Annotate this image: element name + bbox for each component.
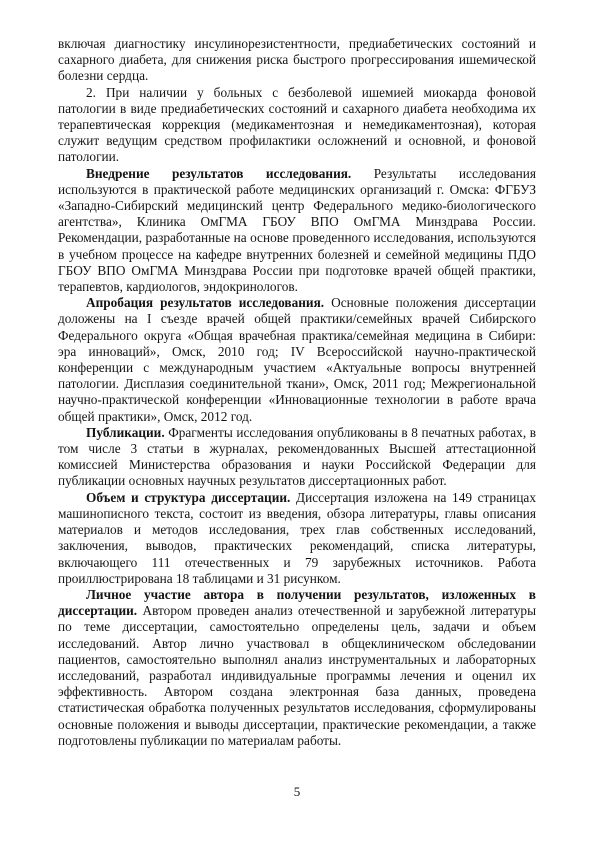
paragraph-text: 2. При наличии у больных с безболевой ишемией миокарда фоновой патологии в виде предиабетических состояний и сахарного диабета необходима их терапевтическая коррекция (медикаментозная и немедикаментозная), которая служит ведущим средством профилактики осложнений и основной, и фоновой патологии. [58, 84, 536, 165]
document-page [58, 36, 536, 749]
paragraph-structure [58, 490, 536, 587]
paragraph-text: Результаты исследования используются в практической работе медицинских организаций г. Омска: ФГБУЗ «Западно-Сибирский медицинский центр Федерального медико-биологического агентства», Клиника ОмГМА ГБОУ ВПО ОмГМА Минздрава России. Рекомендации, разработанные на основе проведенного исследования, используются в учебном процессе на кафедре внутренних болезней и семейной медицины ПДО ГБОУ ВПО ОмГМА Минздрава России при подготовке врачей общей практики, терапевтов, кардиологов, эндокринологов. [58, 165, 536, 295]
paragraph-text: Диссертация изложена на 149 страницах машинописного текста, состоит из введения, обзора литературы, главы описания материалов и методов исследования, трех глав собственных исследований, заключения, выводов, практических рекомендаций, списка литературы, включающего 111 отечественных и 79 зарубежных источников. Работа проиллюстрирована 18 таблицами и 31 рисунком. [58, 489, 536, 586]
paragraph-text: включая диагностику инсулинорезистентности, предиабетических состояний и сахарного диабета, для снижения риска быстрого прогрессирования ишемической болезни сердца. [58, 36, 536, 84]
paragraph-text: Автором проведен анализ отечественной и зарубежной литературы по теме диссертации, самостоятельно определены цель, задачи и объем исследований. Автор лично участвовал в общеклиническом обследовании пациентов, самостоятельно выполнял анализ инструментальных и лабораторных исследований, разработал индивидуальные программы лечения и оценил их эффективность. Автором создана электронная база данных, проведена статистическая обработка полученных результатов исследования, сформулированы основные положения и выводы диссертации, практические рекомендации, а также подготовлены публикации по материалам работы. [58, 603, 536, 748]
paragraph-intro-continuation [58, 36, 536, 85]
paragraph-approbation [58, 295, 536, 425]
paragraph-heading: Объем и структура диссертации. [86, 489, 291, 505]
paragraph-implementation [58, 166, 536, 296]
paragraph-text: Фрагменты исследования опубликованы в 8 печатных работах, в том числе 3 статьи в журналах, рекомендованных Высшей аттестационной комиссией Министерства образования и науки Российской Федерации для публикации основных научных результатов диссертационных работ. [58, 424, 536, 489]
paragraph-text: Основные положения диссертации доложены на I съезде врачей общей практики/семейных врачей Сибирского Федерального округа «Общая врачебная практика/семейная медицина в Сибири: эра инноваций», Омск, 2010 год; IV Всероссийской научно-практической конференции с международным участием «Актуальные вопросы внутренней патологии. Дисплазия соединительной ткани», Омск, 2011 год; Межрегиональной научно-практической конференции «Инновационные технологии в работе врача общей практики», Омск, 2012 год. [58, 295, 536, 424]
paragraph-conclusion-2 [58, 85, 536, 166]
paragraph-heading: Личное участие автора в получении результатов, изложенных в диссертации. [58, 586, 536, 619]
paragraph-author-contribution [58, 587, 536, 749]
page-number: 5 [293, 784, 301, 799]
paragraph-heading: Апробация результатов исследования. [86, 295, 325, 311]
paragraph-heading: Публикации. [86, 424, 165, 440]
paragraph-heading: Внедрение результатов исследования. [86, 165, 352, 181]
paragraph-publications [58, 425, 536, 490]
